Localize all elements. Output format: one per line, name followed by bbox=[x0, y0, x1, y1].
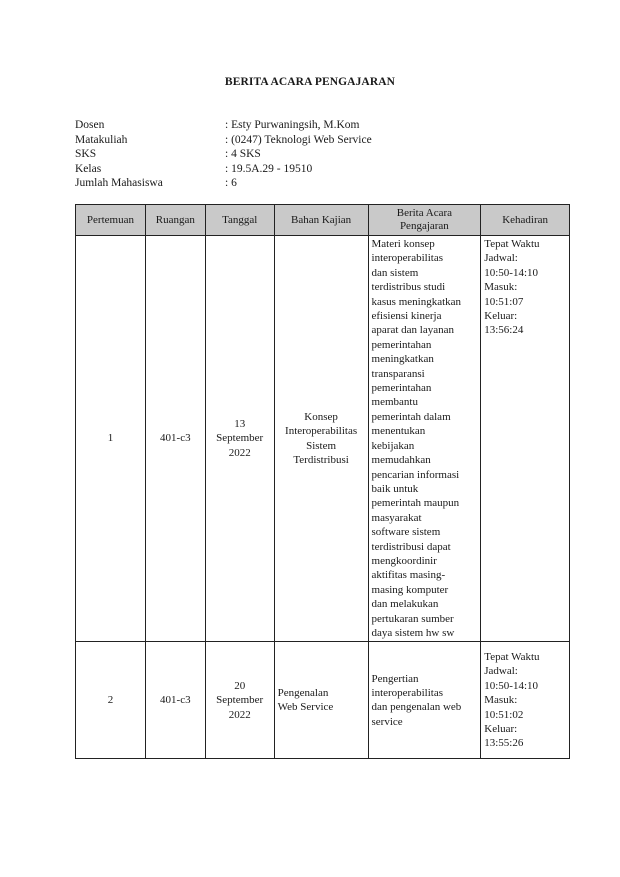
document-title: BERITA ACARA PENGAJARAN bbox=[224, 76, 396, 88]
cell-berita-acara-line: pemerintahan bbox=[371, 382, 432, 395]
cell-bahan-kajian-line: Web Service bbox=[277, 701, 334, 714]
cell-kehadiran-line: 13:55:26 bbox=[484, 737, 524, 750]
teaching-record-table bbox=[75, 204, 570, 759]
cell-berita-acara-line: efisiensi kinerja bbox=[371, 310, 442, 323]
cell-berita-acara bbox=[368, 642, 481, 759]
cell-kehadiran-line: 13:56:24 bbox=[484, 324, 524, 337]
cell-kehadiran-line: 10:50-14:10 bbox=[484, 679, 539, 692]
cell-kehadiran-line: Masuk: bbox=[484, 694, 518, 707]
table-header-row bbox=[76, 205, 570, 236]
cell-berita-acara-line: menentukan bbox=[371, 425, 426, 438]
info-value: : (0247) Teknologi Web Service bbox=[225, 133, 372, 146]
cell-tanggal-line: September bbox=[216, 694, 264, 707]
cell-bahan-kajian-line: Terdistribusi bbox=[293, 454, 349, 467]
header-ruangan: Ruangan bbox=[145, 205, 205, 236]
cell-bahan-kajian-line: Pengenalan bbox=[277, 686, 329, 699]
info-row-kelas bbox=[75, 162, 372, 177]
cell-berita-acara-line: masing komputer bbox=[371, 583, 449, 596]
info-row-jumlah-mahasiswa bbox=[75, 176, 372, 191]
cell-berita-acara-line: interoperabilitas bbox=[371, 252, 443, 265]
cell-berita-acara-line: service bbox=[371, 715, 403, 728]
cell-kehadiran-line: Tepat Waktu bbox=[484, 650, 540, 663]
cell-pertemuan: 2 bbox=[76, 642, 146, 759]
info-label: SKS bbox=[75, 148, 97, 160]
header-berita-acara: Berita Acara Pengajaran bbox=[368, 205, 481, 236]
info-label: Dosen bbox=[75, 119, 105, 131]
cell-berita-acara-line: aktifitas masing- bbox=[371, 569, 446, 582]
cell-berita-acara-line: Materi konsep bbox=[371, 238, 435, 250]
cell-bahan-kajian-line: Konsep bbox=[304, 410, 338, 423]
cell-kehadiran-line: 10:50-14:10 bbox=[484, 266, 539, 279]
cell-berita-acara-line: terdistribus studi bbox=[371, 281, 446, 294]
cell-berita-acara-line: masyarakat bbox=[371, 511, 422, 524]
cell-berita-acara-line: pemerintah maupun bbox=[371, 497, 460, 510]
cell-kehadiran bbox=[481, 236, 570, 642]
info-label: Matakuliah bbox=[75, 133, 128, 146]
cell-berita-acara-line: pemerintahan bbox=[371, 338, 432, 351]
cell-berita-acara-line: meningkatkan bbox=[371, 353, 434, 366]
cell-berita-acara-line: pertukaran sumber bbox=[371, 612, 454, 625]
cell-bahan-kajian bbox=[274, 236, 368, 642]
cell-tanggal-line: 20 bbox=[234, 679, 246, 692]
cell-tanggal bbox=[205, 642, 274, 759]
table-row bbox=[76, 642, 570, 759]
cell-berita-acara-line: terdistribusi dapat bbox=[371, 540, 451, 553]
cell-pertemuan: 1 bbox=[76, 236, 146, 642]
cell-berita-acara-line: membantu bbox=[371, 396, 418, 409]
info-row-matakuliah bbox=[75, 133, 372, 148]
cell-bahan-kajian-line: Interoperabilitas bbox=[285, 425, 358, 438]
cell-kehadiran-line: Keluar: bbox=[484, 310, 518, 323]
header-pertemuan: Pertemuan bbox=[76, 205, 146, 236]
cell-berita-acara-line: software sistem bbox=[371, 526, 441, 539]
cell-bahan-kajian bbox=[274, 642, 368, 759]
info-value: : 4 SKS bbox=[225, 148, 261, 160]
cell-tanggal-line: 2022 bbox=[228, 708, 251, 721]
cell-kehadiran-line: Jadwal: bbox=[484, 252, 518, 265]
info-value: : 19.5A.29 - 19510 bbox=[225, 162, 313, 175]
header-bahan-kajian: Bahan Kajian bbox=[274, 205, 368, 236]
cell-kehadiran-line: Keluar: bbox=[484, 722, 518, 735]
cell-berita-acara-line: daya sistem hw sw bbox=[371, 626, 455, 639]
cell-berita-acara-line: mengkoordinir bbox=[371, 554, 437, 567]
cell-berita-acara-line: aparat dan layanan bbox=[371, 324, 454, 337]
cell-kehadiran-line: 10:51:02 bbox=[484, 708, 524, 721]
cell-kehadiran-line: Masuk: bbox=[484, 281, 518, 294]
cell-berita-acara bbox=[368, 236, 481, 642]
cell-tanggal-line: 2022 bbox=[228, 446, 251, 459]
info-value: : 6 bbox=[225, 177, 237, 189]
header-kehadiran: Kehadiran bbox=[481, 205, 570, 236]
info-value: : Esty Purwaningsih, M.Kom bbox=[225, 119, 360, 131]
cell-berita-acara-line: kasus meningkatkan bbox=[371, 295, 462, 308]
info-label: Kelas bbox=[75, 162, 102, 175]
info-row-sks bbox=[75, 147, 372, 162]
cell-ruangan: 401-c3 bbox=[145, 642, 205, 759]
cell-kehadiran-line: Tepat Waktu bbox=[484, 238, 540, 250]
cell-tanggal-line: 13 bbox=[234, 418, 246, 431]
cell-berita-acara-line: pemerintah dalam bbox=[371, 410, 451, 423]
cell-tanggal-line: September bbox=[216, 432, 264, 445]
cell-berita-acara-line: interoperabilitas bbox=[371, 686, 443, 699]
cell-kehadiran-line: 10:51:07 bbox=[484, 295, 524, 308]
cell-berita-acara-line: baik untuk bbox=[371, 482, 419, 495]
cell-berita-acara-line: memudahkan bbox=[371, 454, 431, 467]
cell-kehadiran bbox=[481, 642, 570, 759]
header-tanggal: Tanggal bbox=[205, 205, 274, 236]
cell-berita-acara-line: Pengertian bbox=[371, 672, 419, 685]
cell-tanggal bbox=[205, 236, 274, 642]
cell-berita-acara-line: kebijakan bbox=[371, 439, 415, 452]
cell-kehadiran-line: Jadwal: bbox=[484, 665, 518, 678]
info-row-dosen bbox=[75, 118, 372, 133]
cell-berita-acara-line: dan pengenalan web bbox=[371, 701, 462, 714]
cell-berita-acara-line: pencarian informasi bbox=[371, 468, 460, 481]
cell-bahan-kajian-line: Sistem bbox=[306, 439, 337, 452]
cell-ruangan: 401-c3 bbox=[145, 236, 205, 642]
info-label: Jumlah Mahasiswa bbox=[75, 177, 163, 189]
cell-berita-acara-line: dan sistem bbox=[371, 266, 419, 279]
cell-berita-acara-line: transparansi bbox=[371, 367, 425, 380]
cell-berita-acara-line: dan melakukan bbox=[371, 598, 439, 611]
course-info bbox=[75, 118, 372, 191]
table-row bbox=[76, 236, 570, 642]
